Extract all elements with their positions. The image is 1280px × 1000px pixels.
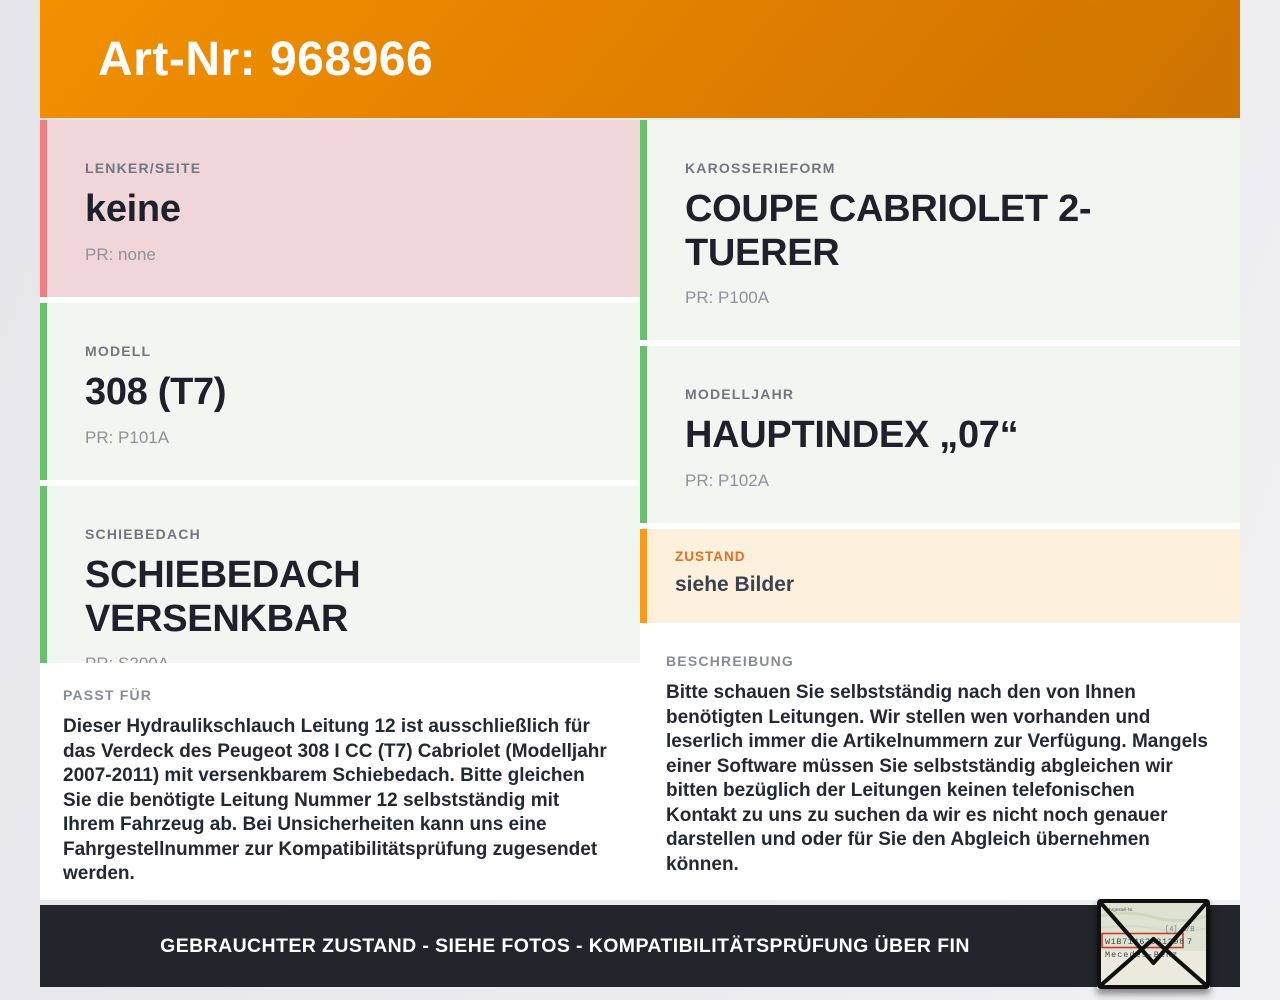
card-label: SCHIEBEDACH [85,526,201,542]
card-pr-code: PR: P101A [85,427,170,447]
footer-notice: GEBRAUCHTER ZUSTAND - SIEHE FOTOS - KOMPATIBILITÄTSPRÜFUNG ÜBER FIN [160,934,970,957]
vin-text: W1B71463J31298 [1105,937,1185,947]
card-pr-code: PR: none [85,244,156,264]
right-column [640,120,1240,900]
stamp-top-label: Fahrgestell-Nr. [1104,907,1134,912]
card-label: ZUSTAND [675,549,746,564]
stamp-mid-label: [4] A/B [1165,926,1195,934]
card-label: MODELL [85,343,152,359]
fitment-text: Dieser Hydraulikschlauch Leitung 12 ist ausschließlich für das Verdeck des Peugeot 308 I CC (T7) Cabriolet (Modelljahr 2007-2011) mit versenkbarem Schiebedach. Bitte gleichen Sie die benötigte Leitung Nummer 12 selbstständig mit Ihrem Fahrzeug ab. Bei Unsicherheiten kann uns eine Fahrgestellnummer zur Kompatibilitätsprüfung zugesendet werden. [63,716,607,884]
description-text: Bitte schauen Sie selbstständig nach den von Ihnen benötigten Leitungen. Wir stellen wen vorhanden und leserlich immer die Artikelnummern zur Verfügung. Mangels einer Software müssen Sie selbstständig abgleichen wir bitten bezüglich der Leitungen keinen telefonischen Kontakt zu uns zu suchen da wir es nicht noch genauer darstellen und oder für Sie den Abgleich übernehmen können. [666,682,1208,875]
card-value: keine [85,188,181,230]
footer-bar [40,905,1240,987]
card-value: COUPE CABRIOLET 2-TUERER [685,188,1092,274]
vin-suffix: 7 [1187,937,1193,947]
section-label: BESCHREIBUNG [666,653,794,669]
header [40,0,1240,118]
product-sheet [40,0,1240,987]
card-karosserieform [640,120,1240,340]
card-label: KAROSSERIEFORM [685,160,836,176]
card-value: siehe Bilder [675,573,795,596]
card-pr-code: PR: P102A [685,470,770,490]
card-pr-code: PR: P100A [685,288,770,308]
left-column [40,120,640,900]
passt-fuer-section [40,663,640,900]
fin-envelope-stamp-image [1097,899,1210,989]
article-number-title: Art-Nr: 968966 [98,32,434,86]
card-modell [40,303,640,480]
card-label: LENKER/SEITE [85,160,202,176]
beschreibung-section [640,629,1240,900]
stamp-brand-text: Mecedes-Benz [1105,950,1179,960]
card-value: SCHIEBEDACH VERSENKBAR [85,554,361,640]
card-value: HAUPTINDEX „07“ [685,414,1019,456]
spec-columns [40,120,1240,900]
card-modelljahr [640,346,1240,523]
card-lenker-seite [40,120,640,297]
card-schiebedach [40,486,640,663]
card-value: 308 (T7) [85,371,227,413]
card-label: MODELLJAHR [685,386,795,402]
section-label: PASST FÜR [63,687,153,703]
card-zustand [640,529,1240,623]
